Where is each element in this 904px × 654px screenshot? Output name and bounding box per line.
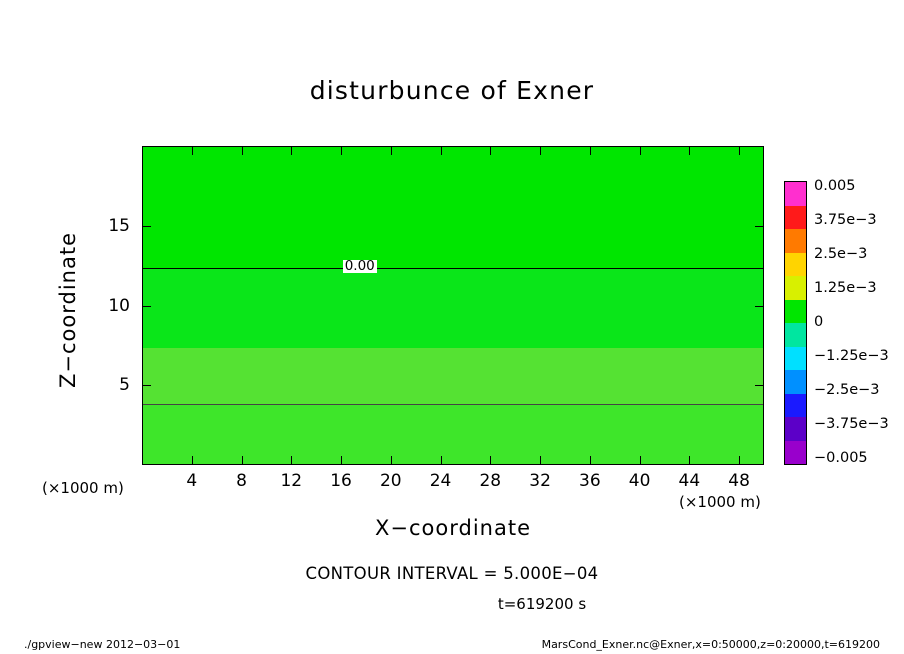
colorbar-tick-label: 0: [814, 314, 824, 330]
x-tick: [590, 146, 591, 155]
colorbar-tick-label: −2.5e−3: [814, 382, 880, 398]
x-tick: [739, 146, 740, 155]
x-tick: [490, 456, 491, 465]
y-tick: [142, 306, 151, 307]
x-tick: [291, 456, 292, 465]
y-tick: [142, 385, 151, 386]
x-tick: [689, 146, 690, 155]
footer-right: MarsCond_Exner.nc@Exner,x=0:50000,z=0:20000,t=619200: [541, 638, 880, 651]
y-tick: [755, 385, 764, 386]
x-tick: [192, 456, 193, 465]
x-tick: [590, 456, 591, 465]
x-tick: [689, 456, 690, 465]
colorbar-segment: [785, 276, 806, 300]
colorbar-segment: [785, 206, 806, 230]
contour-band: [143, 268, 763, 348]
colorbar-segment: [785, 182, 806, 206]
y-tick: [755, 306, 764, 307]
colorbar-tick-label: 1.25e−3: [814, 280, 877, 296]
colorbar-tick-label: −1.25e−3: [814, 348, 889, 364]
x-tick: [242, 456, 243, 465]
x-tick-label: 40: [628, 471, 651, 491]
x-tick: [291, 146, 292, 155]
time-stamp: t=619200 s: [497, 595, 587, 613]
x-tick: [192, 146, 193, 155]
x-tick: [640, 456, 641, 465]
colorbar-tick-label: 3.75e−3: [814, 212, 877, 228]
x-tick: [540, 146, 541, 155]
colorbar-segment: [785, 253, 806, 277]
x-tick-label: 44: [678, 471, 701, 491]
colorbar-segment: [785, 441, 806, 465]
x-axis-unit-right: (×1000 m): [679, 493, 761, 511]
x-tick: [540, 456, 541, 465]
colorbar-segment: [785, 323, 806, 347]
colorbar-segment: [785, 370, 806, 394]
contour-band: [143, 348, 763, 404]
x-tick: [341, 146, 342, 155]
x-tick: [391, 146, 392, 155]
plot-area: [142, 146, 764, 465]
x-tick: [490, 146, 491, 155]
y-tick: [755, 226, 764, 227]
colorbar-tick-label: 0.005: [814, 178, 856, 194]
colorbar-tick-label: −3.75e−3: [814, 416, 889, 432]
footer-left: ./gpview−new 2012−03−01: [24, 638, 181, 651]
x-tick-label: 12: [280, 471, 303, 491]
y-tick-label: 15: [108, 215, 130, 236]
x-tick-label: 48: [728, 471, 750, 491]
x-tick-label: 36: [579, 471, 601, 491]
colorbar-tick-label: 2.5e−3: [814, 246, 868, 262]
y-tick: [142, 226, 151, 227]
y-tick-label: 5: [119, 375, 130, 396]
x-tick: [739, 456, 740, 465]
colorbar-segment: [785, 394, 806, 418]
x-tick: [441, 146, 442, 155]
contour-band: [143, 147, 763, 268]
colorbar-segment: [785, 417, 806, 441]
contour-interval-note: CONTOUR INTERVAL = 5.000E−04: [305, 564, 599, 583]
x-tick: [441, 456, 442, 465]
colorbar-segment: [785, 300, 806, 324]
colorbar-segment: [785, 347, 806, 371]
x-tick-label: 8: [236, 471, 247, 491]
contour-label: 0.00: [344, 258, 375, 275]
x-tick-label: 24: [429, 471, 452, 491]
x-tick: [391, 456, 392, 465]
x-tick: [640, 146, 641, 155]
x-axis-title: X−coordinate: [375, 516, 531, 540]
x-tick: [242, 146, 243, 155]
y-axis-title: Z−coordinate: [56, 232, 80, 388]
contour-line: [143, 404, 763, 405]
colorbar: [784, 181, 807, 465]
contour-band: [143, 404, 763, 465]
x-tick-label: 16: [330, 471, 352, 491]
x-tick-label: 32: [529, 471, 551, 491]
x-axis-unit-left: (×1000 m): [42, 479, 124, 497]
contour-line: [143, 268, 763, 269]
colorbar-tick-label: −0.005: [814, 450, 868, 466]
x-tick: [341, 456, 342, 465]
x-tick-label: 4: [186, 471, 198, 491]
y-tick-label: 10: [108, 295, 130, 316]
colorbar-segment: [785, 229, 806, 253]
x-tick-label: 20: [379, 471, 402, 491]
chart-title: disturbunce of Exner: [309, 76, 595, 105]
x-tick-label: 28: [479, 471, 502, 491]
